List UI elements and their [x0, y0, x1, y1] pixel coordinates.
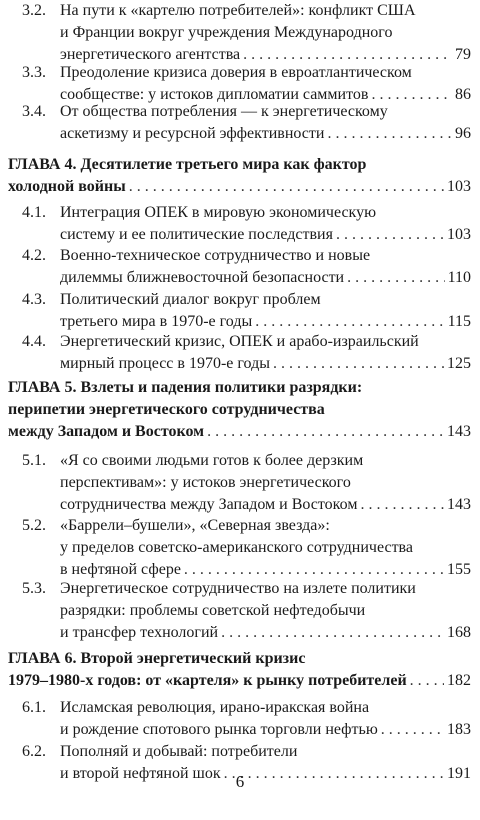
dot-leader [381, 719, 444, 741]
section-body [60, 289, 471, 333]
entry-title-line: От общества потребления — к энергетическому [60, 103, 388, 120]
section-body [60, 331, 471, 375]
toc-section-entry[interactable] [22, 450, 471, 516]
page-ref: 96 [455, 125, 471, 142]
page-ref: 143 [447, 423, 471, 440]
toc-section-entry[interactable] [22, 245, 471, 289]
page-ref: 125 [447, 355, 471, 372]
entry-title-line: энергетического агентства [60, 46, 241, 63]
toc-chapter-entry[interactable] [8, 648, 471, 692]
section-number: 6.2. [22, 743, 46, 760]
section-number: 3.3. [22, 64, 46, 81]
entry-last-line [60, 267, 471, 289]
entry-title-line: сотрудничества между Западом и Востоком [60, 496, 358, 513]
entry-title-line: мирный процесс в 1970-е годы [60, 355, 270, 372]
section-number: 4.1. [22, 204, 46, 221]
section-body [60, 450, 471, 516]
toc-section-entry[interactable] [22, 62, 471, 106]
dot-leader [336, 224, 444, 246]
toc-section-entry[interactable] [22, 697, 471, 741]
toc-chapter-entry[interactable] [8, 154, 471, 198]
section-body [60, 202, 471, 246]
page-ref: 155 [447, 561, 471, 578]
dot-leader [221, 622, 444, 644]
entry-title-line: сообществе: у истоков дипломатии саммитов [60, 86, 369, 103]
entry-last-line [60, 123, 471, 145]
entry-title-line: Исламская революция, ирано-иракская война [60, 699, 370, 716]
entry-title-line: и трансфер технологий [60, 624, 219, 641]
page-ref: 79 [455, 46, 471, 63]
entry-title-line: Интеграция ОПЕК в мировую экономическую [60, 204, 377, 221]
entry-last-line [60, 622, 471, 644]
entry-title-line: Военно-техническое сотрудничество и новые [60, 247, 371, 264]
section-number: 5.2. [22, 517, 46, 534]
entry-title-line: Энергетический кризис, ОПЕК и арабо-израильский [60, 333, 419, 350]
entry-title-line: разрядки: проблемы советской нефтедобычи [60, 602, 366, 619]
section-body [60, 515, 471, 581]
toc-section-entry[interactable] [22, 331, 471, 375]
entry-last-line [60, 719, 471, 741]
entry-title-line: Преодоление кризиса доверия в евроатлантическом [60, 64, 412, 81]
section-number: 6.1. [22, 699, 46, 716]
entry-title-line: ГЛАВА 5. Взлеты и падения политики разрядки: [8, 379, 363, 396]
entry-title-line: Энергетическое сотрудничество на излете политики [60, 580, 416, 597]
entry-title-line: аскетизму и ресурсной эффективности [60, 125, 325, 142]
section-body [60, 578, 471, 644]
section-number: 3.4. [22, 103, 46, 120]
entry-title-line: в нефтяной сфере [60, 561, 181, 578]
page-number: 6 [235, 772, 245, 791]
section-body [60, 0, 471, 66]
section-number: 5.1. [22, 452, 46, 469]
dot-leader [207, 421, 444, 443]
section-body [60, 101, 471, 145]
page-ref: 143 [447, 496, 471, 513]
entry-title-line: и рождение спотового рынка торговли нефтью [60, 721, 378, 738]
entry-title-line: третьего мира в 1970-е годы [60, 313, 253, 330]
toc-section-entry[interactable] [22, 202, 471, 246]
section-body [60, 62, 471, 106]
toc-chapter-entry[interactable] [8, 377, 471, 443]
entry-title-line: и второй нефтяной шок [60, 765, 221, 782]
entry-last-line [60, 311, 471, 333]
dot-leader [327, 123, 452, 145]
entry-last-line [60, 494, 471, 516]
dot-leader [347, 267, 444, 289]
dot-leader [360, 494, 444, 516]
page-ref: 103 [447, 178, 471, 195]
page-ref: 183 [447, 721, 471, 738]
section-body [60, 245, 471, 289]
entry-title-line: дилеммы ближневосточной безопасности [60, 269, 345, 286]
entry-title-line: ГЛАВА 4. Десятилетие третьего мира как фактор [8, 156, 367, 173]
page-ref: 182 [447, 672, 471, 689]
page-ref: 103 [447, 226, 471, 243]
entry-title-line: «Баррели–бушели», «Северная звезда»: [60, 517, 330, 534]
entry-title-line: «Я со своими людьми готов к более дерзким [60, 452, 364, 469]
entry-last-line [60, 224, 471, 246]
section-number: 4.3. [22, 291, 46, 308]
dot-leader [255, 311, 444, 333]
entry-last-line [8, 176, 471, 198]
entry-title-line: между Западом и Востоком [8, 423, 205, 440]
dot-leader [410, 670, 444, 692]
entry-title-line: ГЛАВА 6. Второй энергетический кризис [8, 650, 306, 667]
toc-section-entry[interactable] [22, 101, 471, 145]
dot-leader [273, 353, 444, 375]
entry-title-line: Пополняй и добывай: потребители [60, 743, 298, 760]
entry-last-line [8, 421, 471, 443]
entry-title-line: Политический диалог вокруг проблем [60, 291, 321, 308]
entry-title-line: холодной войны [8, 178, 126, 195]
entry-last-line [60, 353, 471, 375]
page-ref: 115 [447, 313, 471, 330]
dot-leader [129, 176, 444, 198]
section-body [60, 697, 471, 741]
entry-title-line: у пределов советско-американского сотрудничества [60, 539, 413, 556]
page-ref: 191 [447, 765, 471, 782]
entry-title-line: перспективам»: у истоков энергетического [60, 474, 351, 491]
entry-title-line: На пути к «картелю потребителей»: конфликт США [60, 2, 416, 19]
toc-section-entry[interactable] [22, 0, 471, 66]
entry-title-line: систему и ее политические последствия [60, 226, 333, 243]
entry-title-line: перипетии энергетического сотрудничества [8, 401, 325, 418]
section-number: 4.4. [22, 333, 46, 350]
entry-last-line [8, 670, 471, 692]
page-ref: 86 [455, 86, 471, 103]
entry-title-line: и Франции вокруг учреждения Международного [60, 24, 393, 41]
page-ref: 110 [447, 269, 471, 286]
entry-title-line: 1979–1980-х годов: от «картеля» к рынку потребителей [8, 672, 407, 689]
section-number: 5.3. [22, 580, 46, 597]
toc-section-entry[interactable] [22, 515, 471, 581]
section-number: 3.2. [22, 2, 46, 19]
page-ref: 168 [447, 624, 471, 641]
section-number: 4.2. [22, 247, 46, 264]
toc-section-entry[interactable] [22, 289, 471, 333]
toc-section-entry[interactable] [22, 578, 471, 644]
